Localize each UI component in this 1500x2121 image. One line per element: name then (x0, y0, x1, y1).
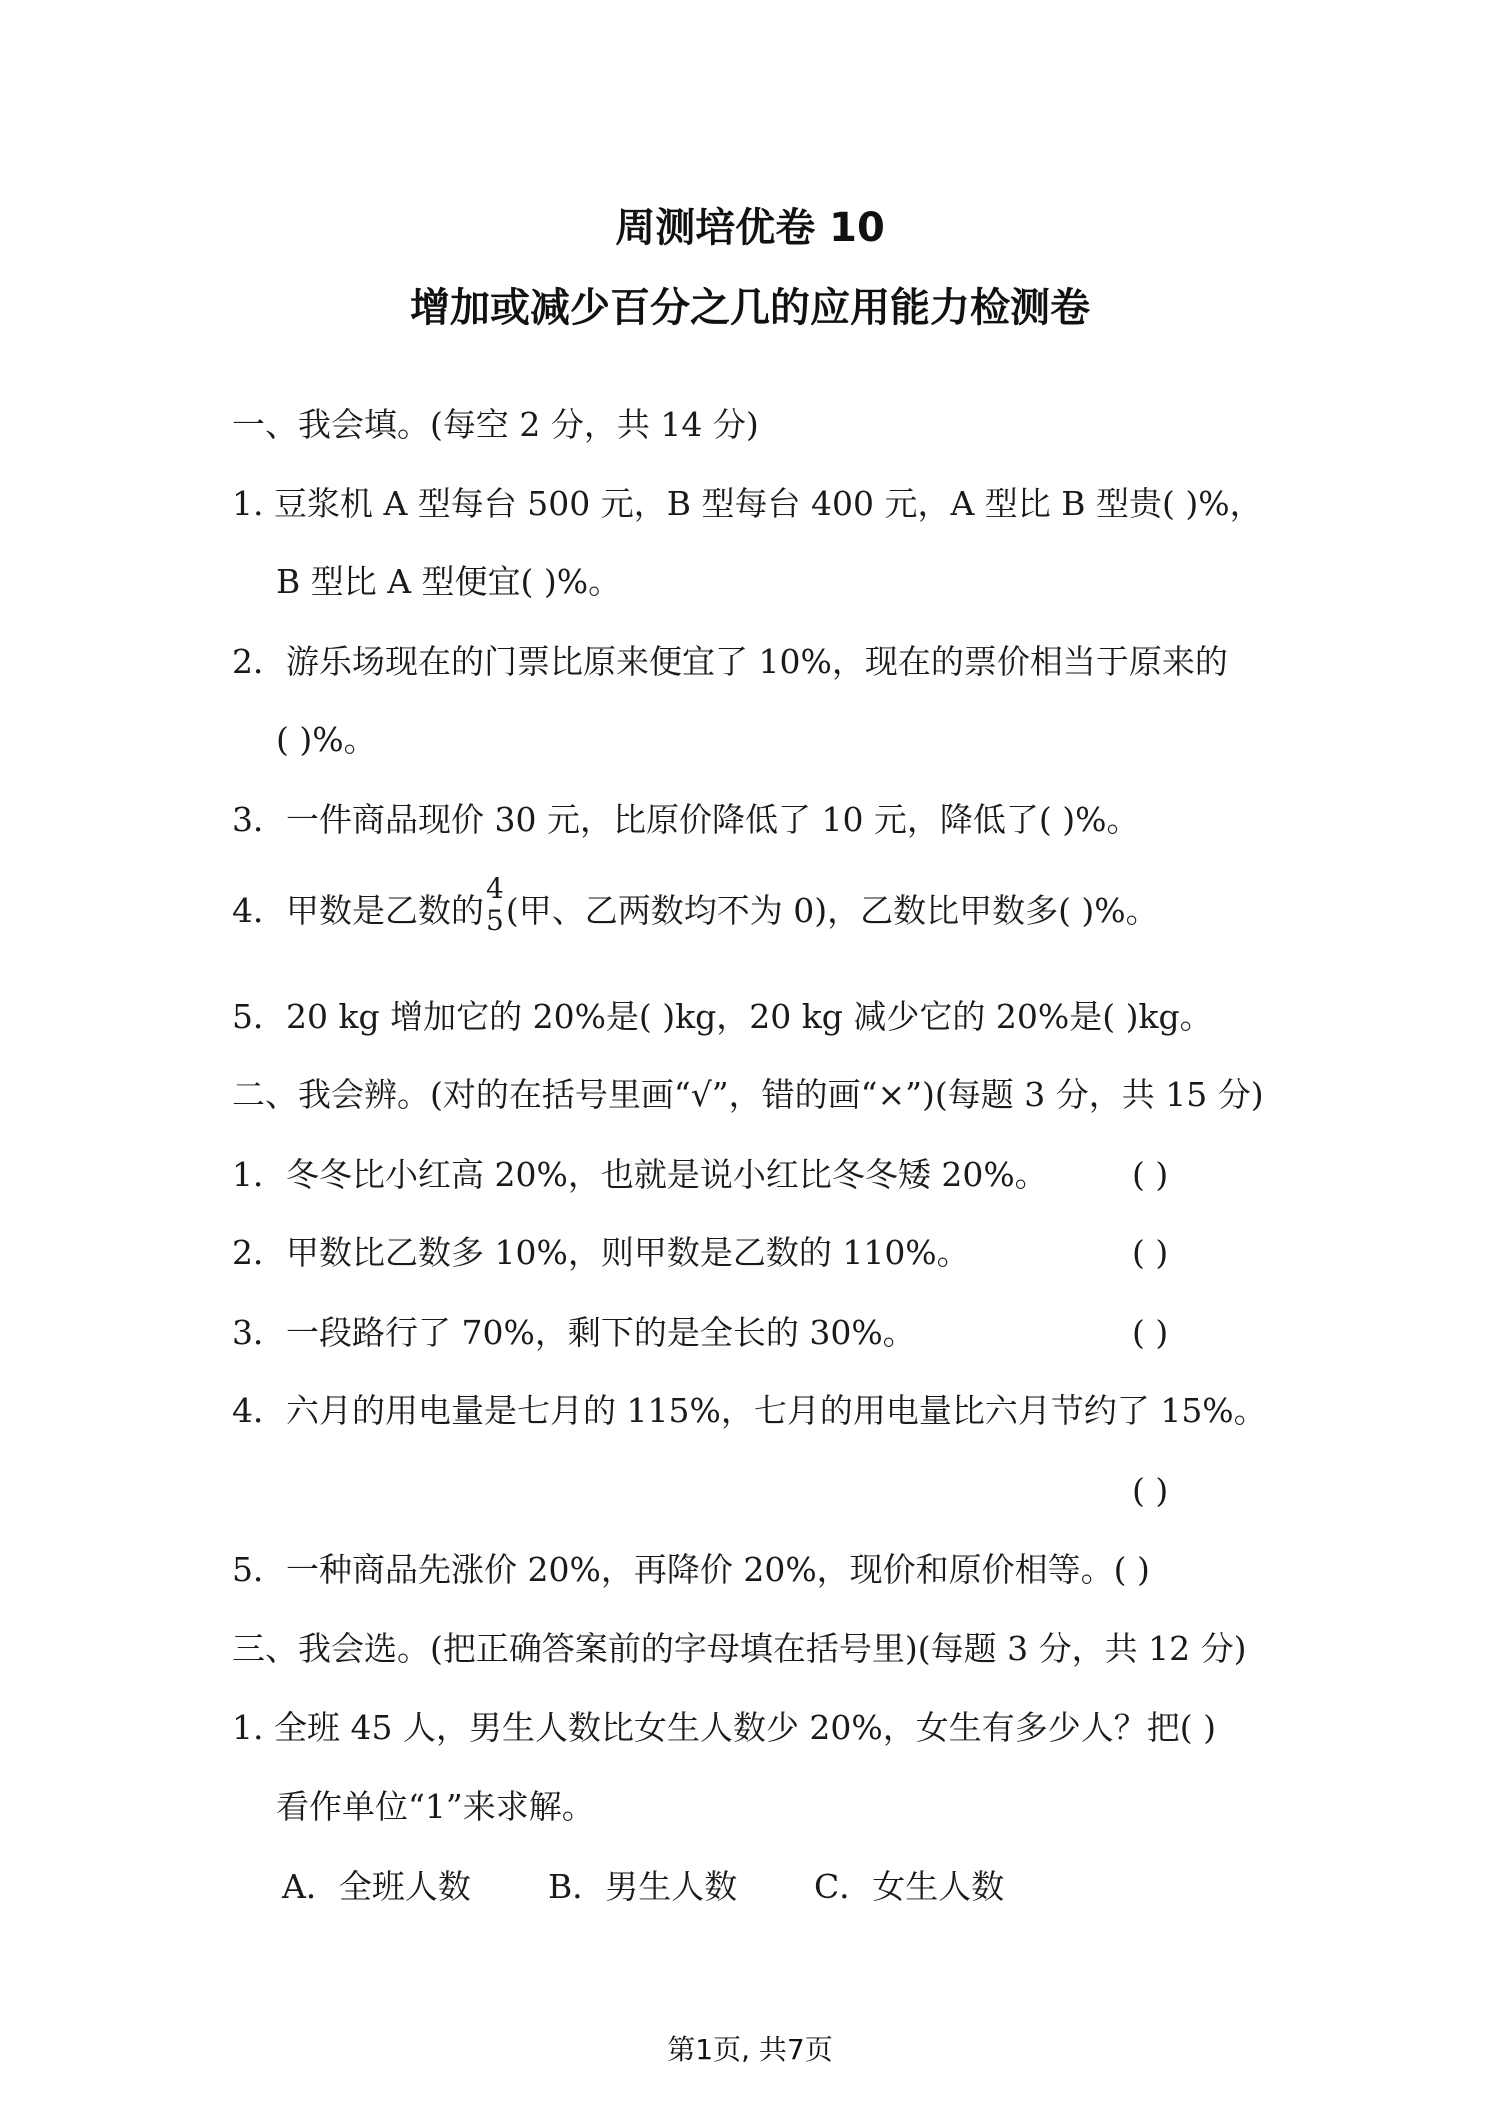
option-c: C．女生人数 (814, 1867, 1005, 1906)
s2-question-4: 4．六月的用电量是七月的 115%，七月的用电量比六月节约了 15%。 (232, 1391, 1267, 1430)
answer-paren: ( ) (1132, 1313, 1169, 1352)
fraction (486, 872, 504, 937)
s1-question-3: 3．一件商品现价 30 元，比原价降低了 10 元，降低了( )%。 (232, 800, 1140, 839)
section2-heading: 二、我会辨。(对的在括号里画“√”，错的画“×”)(每题 3 分，共 15 分) (232, 1075, 1264, 1114)
option-a: A．全班人数 (282, 1867, 471, 1906)
answer-paren: ( ) (1132, 1155, 1169, 1194)
page-number: 第1页, 共7页 (667, 2033, 833, 2066)
s1-question-1: 1. 豆浆机 A 型每台 500 元，B 型每台 400 元，A 型比 B 型贵( )%， (232, 484, 1263, 523)
section3-heading: 三、我会选。(把正确答案前的字母填在括号里)(每题 3 分，共 12 分) (232, 1629, 1247, 1668)
answer-paren: ( ) (1132, 1471, 1169, 1510)
option-b: B．男生人数 (548, 1867, 738, 1906)
s1-question-2: 2．游乐场现在的门票比原来便宜了 10%，现在的票价相当于原来的 (232, 642, 1228, 681)
s2-question-2: 2．甲数比乙数多 10%，则甲数是乙数的 110%。 (232, 1233, 970, 1272)
s1-question-4 (232, 872, 1159, 943)
s2-question-3: 3．一段路行了 70%，剩下的是全长的 30%。 (232, 1313, 916, 1352)
s1-question-4-prefix: 4．甲数是乙数的 (232, 891, 484, 930)
page-title: 周测培优卷 10 (615, 205, 885, 251)
fraction-numerator: 4 (486, 872, 504, 905)
fraction-denominator: 5 (486, 904, 504, 937)
s1-question-2-cont: ( )%。 (276, 720, 377, 759)
s2-question-5: 5．一种商品先涨价 20%，再降价 20%，现价和原价相等。( ) (232, 1550, 1150, 1589)
s3-question-1-cont: 看作单位“1”来求解。 (276, 1787, 595, 1826)
page-subtitle: 增加或减少百分之几的应用能力检测卷 (410, 285, 1090, 331)
s2-question-1: 1．冬冬比小红高 20%，也就是说小红比冬冬矮 20%。 (232, 1155, 1048, 1194)
s3-question-1: 1. 全班 45 人，男生人数比女生人数少 20%，女生有多少人？把( ) (232, 1708, 1217, 1747)
s1-question-4-suffix: (甲、乙两数均不为 0)，乙数比甲数多( )%。 (505, 891, 1159, 930)
section1-heading: 一、我会填。(每空 2 分，共 14 分) (232, 405, 759, 444)
s1-question-1-cont: B 型比 A 型便宜( )%。 (276, 562, 622, 601)
s1-question-5: 5．20 kg 增加它的 20%是( )kg，20 kg 减少它的 20%是( )kg。 (232, 997, 1213, 1036)
answer-paren: ( ) (1132, 1233, 1169, 1272)
